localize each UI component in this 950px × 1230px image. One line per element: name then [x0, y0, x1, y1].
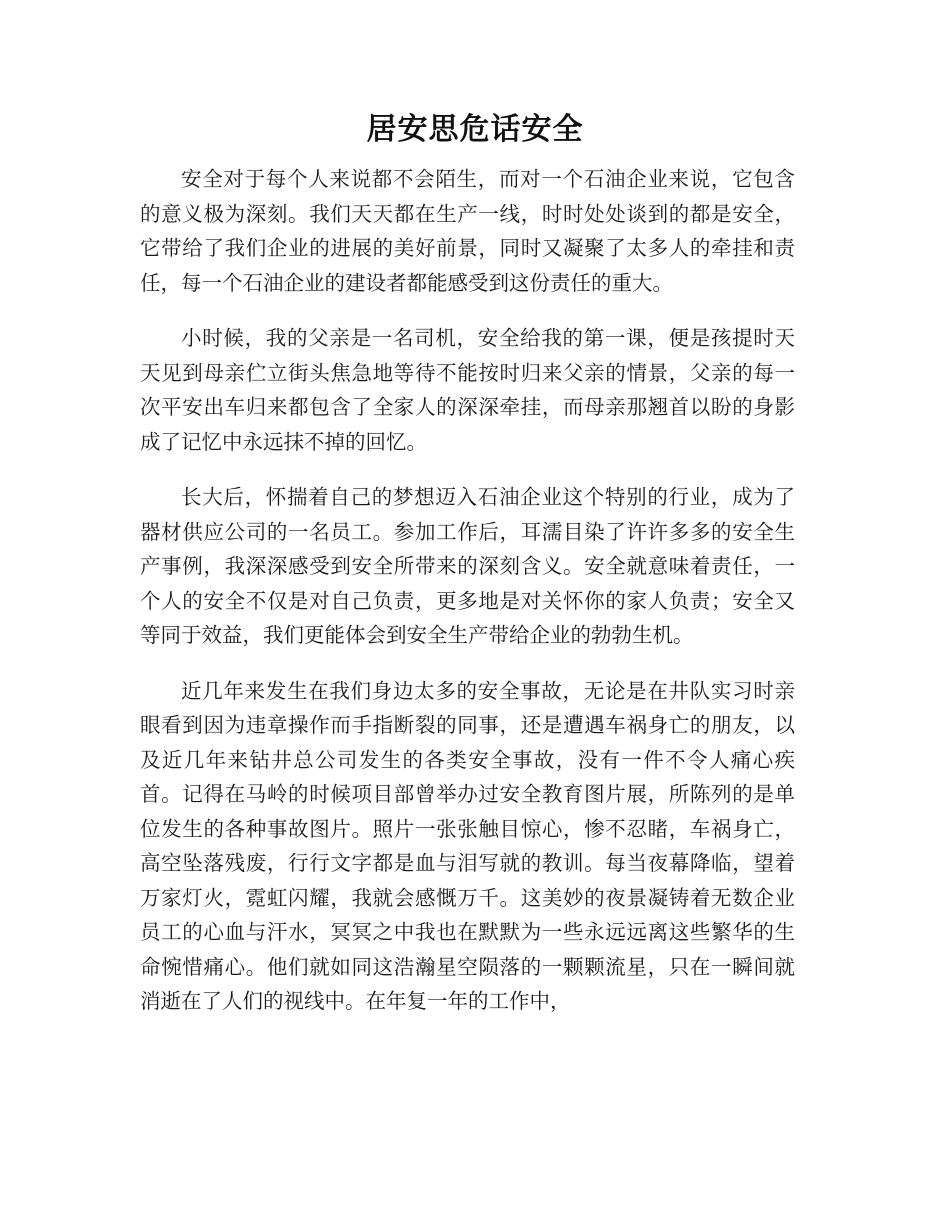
document-body [140, 162, 795, 1040]
paragraph-2: 小时候，我的父亲是一名司机，安全给我的第一课，便是孩提时天天见到母亲伫立街头焦急地等待不能按时归来父亲的情景，父亲的每一次平安出车归来都包含了全家人的深深牵挂，而母亲那翘首以盼的身影成了记忆中永远抹不掉的回忆。 [140, 326, 795, 454]
paragraph-1: 安全对于每个人来说都不会陌生，而对一个石油企业来说，它包含的意义极为深刻。我们天天都在生产一线，时时处处谈到的都是安全，它带给了我们企业的进展的美好前景，同时又凝聚了太多人的牵挂和责任，每一个石油企业的建设者都能感受到这份责任的重大。 [140, 167, 795, 295]
paragraph-3: 长大后，怀揣着自己的梦想迈入石油企业这个特别的行业，成为了器材供应公司的一名员工。参加工作后，耳濡目染了许许多多的安全生产事例，我深深感受到安全所带来的深刻含义。安全就意味着责任，一个人的安全不仅是对自己负责，更多地是对关怀你的家人负责；安全又等同于效益，我们更能体会到安全生产带给企业的勃勃生机。 [140, 485, 795, 647]
document-title: 居安思危话安全 [366, 112, 584, 147]
paragraph-4: 近几年来发生在我们身边太多的安全事故，无论是在井队实习时亲眼看到因为违章操作而手指断裂的同事，还是遭遇车祸身亡的朋友，以及近几年来钻井总公司发生的各类安全事故，没有一件不令人痛心疾首。记得在马岭的时候项目部曾举办过安全教育图片展，所陈列的是单位发生的各种事故图片。照片一张张触目惊心，惨不忍睹，车祸身亡，高空坠落残废，行行文字都是血与泪写就的教训。每当夜幕降临，望着万家灯火，霓虹闪耀，我就会感慨万千。这美妙的夜景凝铸着无数企业员工的心血与汗水，冥冥之中我也在默默为一些永远远离这些繁华的生命惋惜痛心。他们就如同这浩瀚星空陨落的一颗颗流星，只在一瞬间就消逝在了人们的视线中。在年复一年的工作中， [140, 678, 795, 1013]
